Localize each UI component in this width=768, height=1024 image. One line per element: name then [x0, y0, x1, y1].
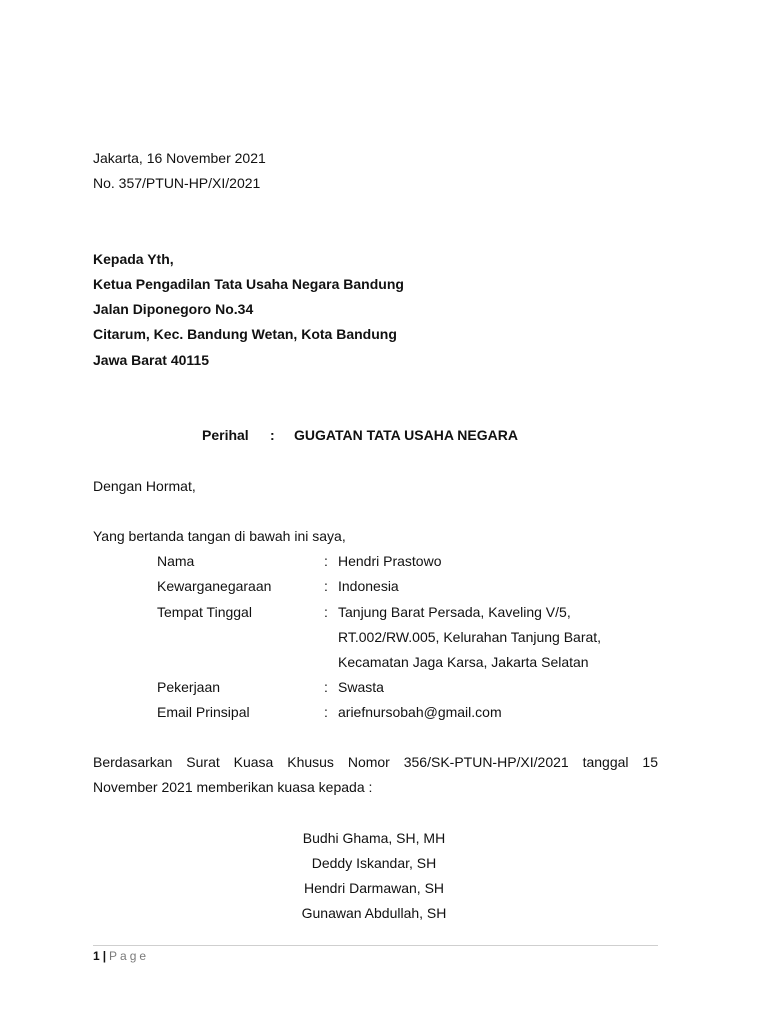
- page-separator: |: [102, 949, 107, 963]
- letter-place-date: Jakarta, 16 November 2021: [93, 150, 266, 166]
- tempat-tinggal-colon: :: [324, 604, 328, 620]
- email-label: Email Prinsipal: [157, 704, 250, 720]
- tempat-tinggal-line1: Tanjung Barat Persada, Kaveling V/5,: [338, 604, 571, 620]
- recipient-greeting: Kepada Yth,: [93, 251, 174, 267]
- email-value: ariefnursobah@gmail.com: [338, 704, 502, 720]
- recipient-title: Ketua Pengadilan Tata Usaha Negara Bandung: [93, 276, 404, 292]
- kewarganegaraan-colon: :: [324, 578, 328, 594]
- subject-label: Perihal: [202, 427, 249, 443]
- nama-label: Nama: [157, 553, 195, 569]
- pekerjaan-value: Swasta: [338, 679, 384, 695]
- letter-number: No. 357/PTUN-HP/XI/2021: [93, 175, 261, 191]
- intro-text: Yang bertanda tangan di bawah ini saya,: [93, 528, 346, 544]
- attorney-1: Budhi Ghama, SH, MH: [302, 830, 446, 846]
- page-footer: [93, 948, 149, 964]
- pekerjaan-label: Pekerjaan: [157, 679, 221, 695]
- page-number: 1: [93, 949, 100, 963]
- subject-colon: :: [270, 427, 275, 443]
- recipient-street: Jalan Diponegoro No.34: [93, 301, 254, 317]
- attorney-4: Gunawan Abdullah, SH: [301, 905, 447, 921]
- salutation: Dengan Hormat,: [93, 478, 196, 494]
- tempat-tinggal-label: Tempat Tinggal: [157, 604, 252, 620]
- body-line-2: November 2021 memberikan kuasa kepada :: [93, 779, 373, 795]
- attorney-3: Hendri Darmawan, SH: [303, 880, 445, 896]
- kewarganegaraan-label: Kewarganegaraan: [157, 578, 272, 594]
- kewarganegaraan-value: Indonesia: [338, 578, 399, 594]
- subject-value: GUGATAN TATA USAHA NEGARA: [294, 427, 518, 443]
- attorney-2: Deddy Iskandar, SH: [311, 855, 437, 871]
- nama-colon: :: [324, 553, 328, 569]
- recipient-district: Citarum, Kec. Bandung Wetan, Kota Bandung: [93, 326, 397, 342]
- page-label: Page: [109, 949, 150, 963]
- recipient-province: Jawa Barat 40115: [93, 352, 209, 368]
- nama-value: Hendri Prastowo: [338, 553, 442, 569]
- pekerjaan-colon: :: [324, 679, 328, 695]
- body-line-1: Berdasarkan Surat Kuasa Khusus Nomor 356/SK-PTUN-HP/XI/2021 tanggal 15: [93, 754, 658, 770]
- footer-rule: [93, 945, 658, 946]
- email-colon: :: [324, 704, 328, 720]
- tempat-tinggal-line2: RT.002/RW.005, Kelurahan Tanjung Barat,: [338, 629, 602, 645]
- tempat-tinggal-line3: Kecamatan Jaga Karsa, Jakarta Selatan: [338, 654, 589, 670]
